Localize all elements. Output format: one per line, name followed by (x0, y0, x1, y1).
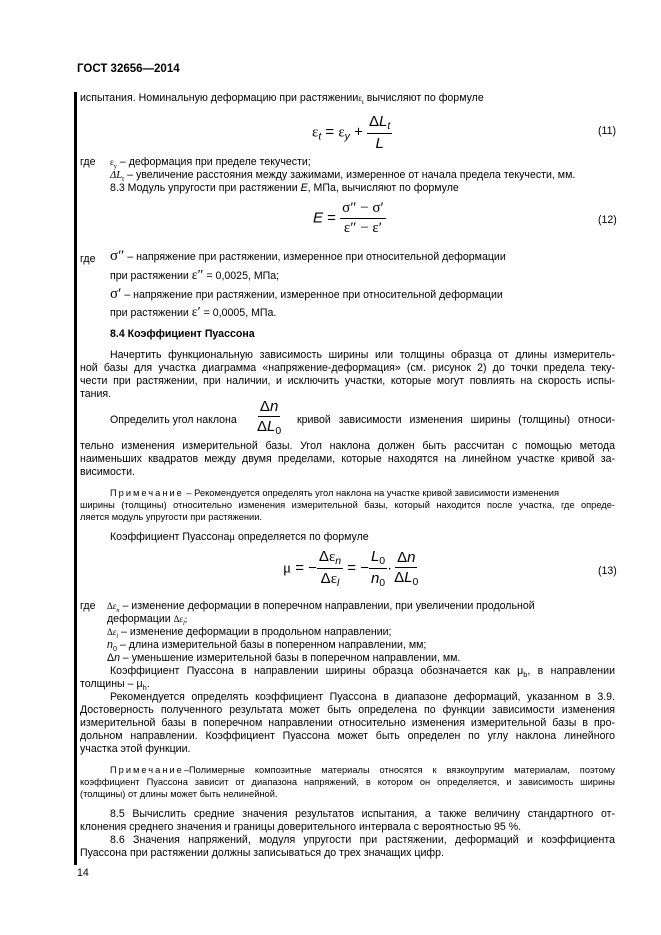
section-heading: 8.4 Коэффициент Пуассона (110, 328, 255, 340)
paragraph-line: тельно изменения измерительной базы. Угол наклона должен быть рассчитан с помощью метода (80, 440, 615, 452)
paragraph-line: Начертить функциональную зависимость ширины или толщины образца от длины измеритель- (110, 349, 615, 361)
note-line: (толщины) от длины может быть нелинейной. (80, 789, 278, 799)
definition-line: при растяжении ε″ = 0,0025, МПа; (110, 268, 280, 283)
paragraph-line: толщины – $\mu_h$. (80, 678, 150, 692)
paragraph-line: Пуассона при растяжении должны записываться до трех значащих цифр. (80, 847, 444, 859)
equation-number: (12) (598, 214, 617, 226)
note-line: коэффициент Пуассона зависит от диапазона напряжений, в котором он определяется, и зависимость ширины (80, 777, 615, 787)
definition-line: при растяжении ε′ = 0,0005, МПа. (110, 305, 277, 320)
paragraph-line: клонения среднего значения и границы доверительного интервала с вероятностью 95 %. (80, 821, 522, 833)
paragraph-line: чести при растяжении, при наличии, и исключить участки, которые могут повлиять на скорость испы- (80, 375, 615, 387)
definition-line: деформации $\Delta\varepsilon_l$; (107, 613, 188, 627)
equation-number: (11) (598, 125, 617, 137)
paragraph-line: измерительной базы в поперечном направлении относительно изменения измерительной базы в про- (80, 717, 615, 729)
paragraph-line: 8.6 Значения напряжений, модуля упругости при растяжении, деформаций и коэффициента (110, 834, 615, 846)
paragraph-line: кривой зависимости изменения ширины (толщины) относи- (297, 414, 615, 426)
paragraph-line: дольном направлении. Коэффициент Пуассона может быть определен по углу наклона линейного (80, 730, 615, 742)
note-line: Примечание – Рекомендуется определять угол наклона на участке кривой зависимости изменения (110, 488, 559, 498)
definition-line: σ′ – напряжение при растяжении, измеренное при относительной деформации (110, 286, 503, 302)
definition-line: $n_0$ – длина измерительной базы в поперенном направлении, мм; (107, 639, 427, 653)
paragraph-line: Определить угол наклона (110, 414, 237, 426)
inline-fraction: $\frac{\Delta n}{\Delta L_0}$ (257, 398, 282, 437)
definition-line: Δn – уменьшение измерительной базы в поперечном направлении, мм. (107, 652, 461, 664)
page-number: 14 (77, 867, 89, 879)
paragraph-line: 8.5 Вычислить средние значения результатов испытания, а также величину стандартного от- (110, 808, 615, 820)
body-line: 8.3 Модуль упругости при растяжении E, МПа, вычисляют по формуле (110, 182, 459, 194)
note-line: ляется модуль упругости при растяжении. (80, 512, 263, 522)
definition-line: $\Delta\varepsilon_n$ – изменение деформации в поперечном направлении, при увеличении продольной (107, 600, 535, 614)
paragraph-line: тания. (80, 388, 112, 400)
where-label: где (80, 253, 96, 265)
change-marker-bar (74, 92, 77, 865)
paragraph-line: Коэффициент Пуассона в направлении ширины образца обозначается как $\mu_b$, в направлении (110, 665, 615, 679)
paragraph-line: Рекомендуется определять коэффициент Пуассона в диапазоне деформаций, указанном в 3.9. (110, 691, 615, 703)
paragraph-line: наименьших квадратов между двумя пределами, которые находятся на линейном участке кривой за- (80, 453, 615, 465)
equation-12: E = $\frac{\sigma'' - \sigma'}{\varepsilon'' - \varepsilon'}$ (313, 200, 384, 236)
paragraph-line: Коэффициент Пуассонаμ определяется по формуле (110, 531, 369, 543)
paragraph-line: Достоверность полученного результата может быть определена по функции зависимости изменения (80, 704, 615, 716)
definition-line: $\Delta L_t$ – увеличение расстояния между зажимами, измеренное от начала предела текучести, мм. (110, 169, 576, 183)
paragraph-line: ной базы для участка диаграмма «напряжение-деформация» (см. рисунок 2) до точки предела теку- (80, 362, 615, 374)
definition-line: $\Delta\varepsilon_l$ – изменение деформации в продольном направлении; (107, 626, 392, 640)
paragraph-line: участка этой функции. (80, 743, 191, 755)
paragraph-line: висимости. (80, 466, 135, 478)
definition-line: σ″ – напряжение при растяжении, измеренное при относительной деформации (110, 248, 506, 264)
equation-number: (13) (598, 565, 617, 577)
where-label: где (80, 156, 96, 168)
body-line: испытания. Номинальную деформацию при растяженииε$_t$ вычисляют по формуле (80, 92, 484, 106)
definition-line: $\varepsilon_y$ – деформация при пределе текучести; (110, 156, 311, 170)
note-line: Примечание–Полимерные композитные материалы относятся к вязкоупругим материалам, поэтому (110, 765, 615, 775)
note-line: ширины (толщины) относительно изменения измерительной базы, который находится после участка, где опреде- (80, 500, 615, 510)
equation-13: μ = − $\frac{\Delta\varepsilon_n}{\Delta\varepsilon_l}$ = − $\frac{L_0}{n_0}$ · $\frac{\Delta n}{\Delta L_0}$ (283, 548, 419, 589)
where-label: где (80, 600, 96, 612)
equation-11: $\varepsilon_t = \varepsilon_y$ + $\frac{\Delta L_t}{L}$ (312, 113, 391, 152)
document-header: ГОСТ 32656—2014 (77, 63, 180, 75)
